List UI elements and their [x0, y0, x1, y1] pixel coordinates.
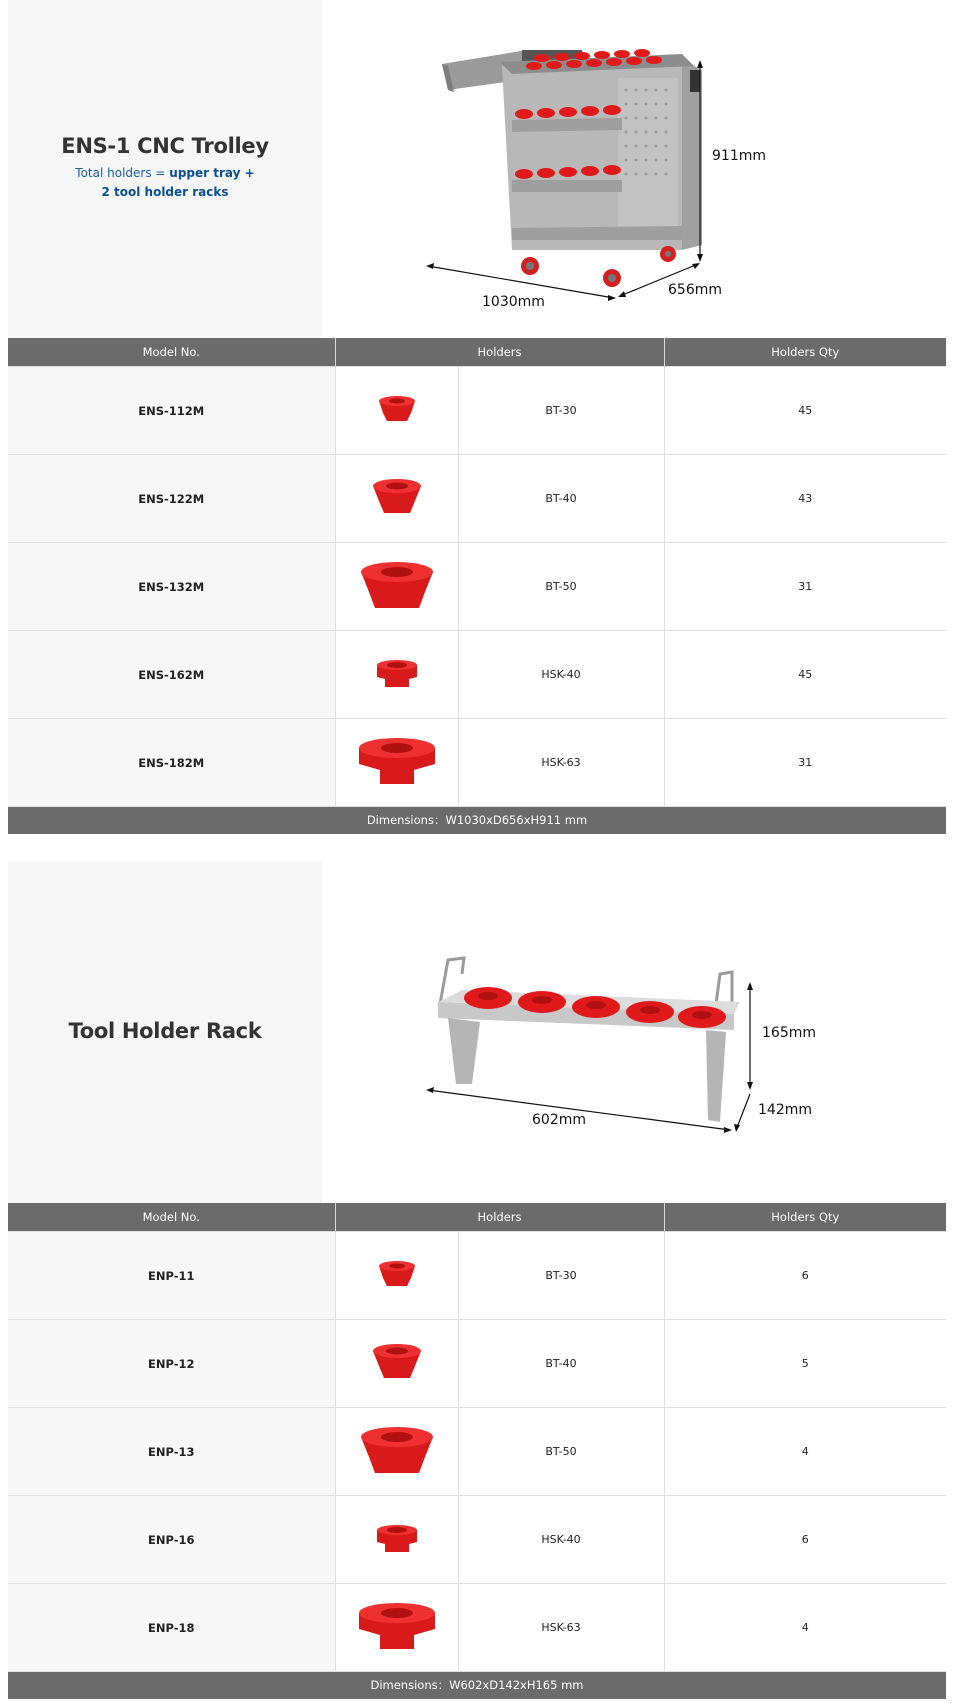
- trolley-spec-table: [8, 338, 946, 807]
- holder-type-cell: BT-50: [458, 543, 664, 631]
- table-row: [8, 719, 946, 807]
- model-cell: ENP-18: [8, 1584, 335, 1672]
- bt30-holder-icon: [367, 391, 427, 427]
- table-row: [8, 543, 946, 631]
- trolley-image-panel: [322, 0, 946, 338]
- holder-image-cell: [335, 1584, 458, 1672]
- bt50-holder-icon: [357, 558, 437, 612]
- rack-dim-width: 602mm: [532, 1112, 586, 1128]
- holder-type-cell: HSK-40: [458, 631, 664, 719]
- header-holders: Holders: [335, 338, 664, 367]
- trolley-subtitle-bold2: 2 tool holder racks: [101, 185, 229, 199]
- trolley-dim-depth: 656mm: [668, 282, 722, 298]
- trolley-dim-width: 1030mm: [482, 294, 545, 310]
- holder-image-cell: [335, 455, 458, 543]
- trolley-dim-height: 911mm: [712, 148, 766, 164]
- rack-dim-depth: 142mm: [758, 1102, 812, 1118]
- holder-type-cell: BT-30: [458, 367, 664, 455]
- qty-cell: 43: [664, 455, 946, 543]
- trolley-subtitle-bold1: upper tray +: [169, 166, 255, 180]
- holder-type-cell: HSK-63: [458, 719, 664, 807]
- qty-cell: 6: [664, 1496, 946, 1584]
- model-cell: ENP-12: [8, 1320, 335, 1408]
- rack-section: [8, 862, 946, 1699]
- table-row: [8, 1584, 946, 1672]
- trolley-illustration: [322, 0, 946, 338]
- model-cell: ENP-11: [8, 1232, 335, 1320]
- trolley-hero: [8, 0, 946, 338]
- holder-image-cell: [335, 543, 458, 631]
- qty-cell: 4: [664, 1584, 946, 1672]
- model-cell: ENP-13: [8, 1408, 335, 1496]
- bt30-holder-icon: [367, 1256, 427, 1292]
- holder-image-cell: [335, 631, 458, 719]
- header-model-no: Model No.: [8, 1203, 335, 1232]
- rack-table-header: [8, 1203, 946, 1232]
- model-cell: ENS-162M: [8, 631, 335, 719]
- trolley-subtitle-prefix: Total holders =: [75, 166, 170, 180]
- qty-cell: 4: [664, 1408, 946, 1496]
- model-cell: ENS-122M: [8, 455, 335, 543]
- model-cell: ENS-182M: [8, 719, 335, 807]
- model-cell: ENP-16: [8, 1496, 335, 1584]
- holder-image-cell: [335, 1496, 458, 1584]
- rack-image-panel: [322, 862, 946, 1203]
- holder-type-cell: BT-30: [458, 1232, 664, 1320]
- bt50-holder-icon: [357, 1423, 437, 1477]
- qty-cell: 5: [664, 1320, 946, 1408]
- table-row: [8, 631, 946, 719]
- qty-cell: 45: [664, 631, 946, 719]
- holder-type-cell: HSK-40: [458, 1496, 664, 1584]
- trolley-table-header: [8, 338, 946, 367]
- qty-cell: 6: [664, 1232, 946, 1320]
- table-row: [8, 455, 946, 543]
- header-holders-qty: Holders Qty: [664, 1203, 946, 1232]
- rack-hero: [8, 862, 946, 1203]
- qty-cell: 31: [664, 543, 946, 631]
- model-cell: ENS-112M: [8, 367, 335, 455]
- rack-hero-text-panel: [8, 862, 322, 1203]
- bt40-holder-icon: [364, 1340, 430, 1384]
- model-cell: ENS-132M: [8, 543, 335, 631]
- table-row: [8, 1320, 946, 1408]
- table-row: [8, 367, 946, 455]
- qty-cell: 45: [664, 367, 946, 455]
- qty-cell: 31: [664, 719, 946, 807]
- holder-image-cell: [335, 719, 458, 807]
- holder-image-cell: [335, 1408, 458, 1496]
- header-model-no: Model No.: [8, 338, 335, 367]
- holder-type-cell: HSK-63: [458, 1584, 664, 1672]
- rack-dim-height: 165mm: [762, 1025, 816, 1041]
- hsk63-holder-icon: [356, 734, 438, 788]
- hsk40-holder-icon: [369, 655, 425, 691]
- holder-image-cell: [335, 1320, 458, 1408]
- hsk40-holder-icon: [369, 1520, 425, 1556]
- rack-illustration: [322, 862, 946, 1203]
- table-row: [8, 1408, 946, 1496]
- holder-type-cell: BT-40: [458, 455, 664, 543]
- bt40-holder-icon: [364, 475, 430, 519]
- holder-image-cell: [335, 367, 458, 455]
- holder-type-cell: BT-50: [458, 1408, 664, 1496]
- table-row: [8, 1496, 946, 1584]
- hsk63-holder-icon: [356, 1599, 438, 1653]
- holder-type-cell: BT-40: [458, 1320, 664, 1408]
- trolley-dimensions-bar: Dimensions：W1030xD656xH911 mm: [8, 807, 946, 834]
- rack-dimensions-bar: Dimensions：W602xD142xH165 mm: [8, 1672, 946, 1699]
- rack-spec-table: [8, 1203, 946, 1672]
- header-holders: Holders: [335, 1203, 664, 1232]
- table-row: [8, 1232, 946, 1320]
- trolley-title: ENS-1 CNC Trolley: [61, 134, 269, 158]
- header-holders-qty: Holders Qty: [664, 338, 946, 367]
- holder-image-cell: [335, 1232, 458, 1320]
- trolley-wheels: [521, 246, 676, 287]
- trolley-section: [8, 0, 946, 834]
- trolley-hero-text-panel: [8, 0, 322, 338]
- rack-title: Tool Holder Rack: [68, 1019, 262, 1043]
- trolley-subtitle: [8, 164, 322, 202]
